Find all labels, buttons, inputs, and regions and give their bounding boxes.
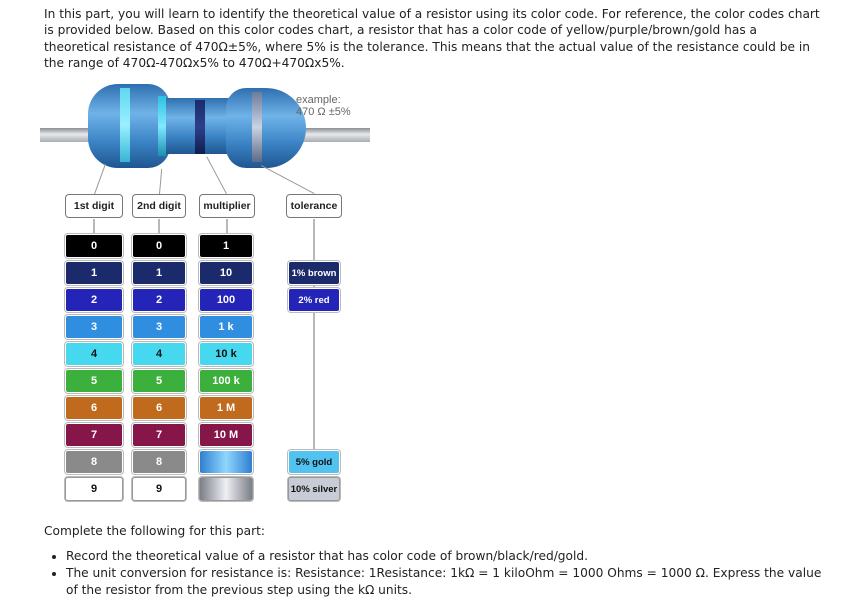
cell-multiplier-red: 100 (199, 288, 253, 312)
cell-tolerance-gray: 5% gold (288, 450, 340, 474)
resistor-band-4 (252, 92, 262, 162)
connector-2 (159, 169, 162, 194)
header-2nd-digit (132, 194, 186, 218)
resistor-band-1 (120, 88, 130, 162)
task-item-1: • Record the theoretical value of a resistor that has color code of brown/black/red/gold. (66, 548, 826, 564)
intro-paragraph: In this part, you will learn to identify the theoretical value of a resistor using its color code. For reference, the color codes chart is provided below. Based on this color codes chart, a resistor that has a color code of yellow/purple/brown/gold has a theoretical resistance of 470Ω±5%, where 5% is the tolerance. This means that the actual value of the resistance could be in the range of 470Ω-470Ωx5% to 470Ω+470Ωx5%. (44, 7, 820, 71)
cell-tolerance-red: 2% red (288, 288, 340, 312)
vline-2 (158, 219, 160, 233)
cell-tolerance-white: 10% silver (288, 477, 340, 501)
example-line-1: example: (296, 94, 341, 106)
cell-digit2-violet: 7 (132, 423, 186, 447)
cell-digit1-black: 0 (65, 234, 123, 258)
header-1st-digit-label: 1st digit (73, 200, 115, 212)
cell-multiplier-white (199, 477, 253, 501)
cell-multiplier-green: 100 k (199, 369, 253, 393)
cell-multiplier-brown: 10 (199, 261, 253, 285)
connector-3 (206, 156, 227, 194)
task-list (44, 548, 826, 599)
cell-digit2-black: 0 (132, 234, 186, 258)
cell-multiplier-yellow: 10 k (199, 342, 253, 366)
vline-1 (93, 219, 95, 233)
cell-multiplier-gray (199, 450, 253, 474)
cell-digit2-orange: 3 (132, 315, 186, 339)
cell-digit2-gray: 8 (132, 450, 186, 474)
cell-digit1-blue: 6 (65, 396, 123, 420)
vline-3 (226, 219, 228, 233)
cell-digit1-white: 9 (65, 477, 123, 501)
resistor-body-right (226, 88, 306, 168)
color-code-chart (40, 84, 380, 514)
cell-digit2-white: 9 (132, 477, 186, 501)
example-label (296, 94, 351, 118)
cell-digit2-red: 2 (132, 288, 186, 312)
cell-digit1-red: 2 (65, 288, 123, 312)
cell-digit1-green: 5 (65, 369, 123, 393)
cell-multiplier-black: 1 (199, 234, 253, 258)
header-1st-digit (65, 194, 123, 218)
vline-4 (313, 219, 315, 449)
resistor-band-3 (195, 100, 205, 154)
cell-digit1-gray: 8 (65, 450, 123, 474)
connector-4 (261, 165, 314, 194)
cell-tolerance-brown: 1% brown (288, 261, 340, 285)
cell-digit1-brown: 1 (65, 261, 123, 285)
resistor-band-2 (158, 96, 166, 156)
cell-digit1-violet: 7 (65, 423, 123, 447)
task-item-2: • The unit conversion for resistance is: Resistance: 1Resistance: 1kΩ = 1 kiloOhm = 1000 Ohms = 1000 Ω. Express the value of the resistor from the previous step using the kΩ units. (66, 565, 826, 598)
header-tolerance (286, 194, 342, 218)
connector-1 (94, 164, 106, 194)
header-tolerance-label: tolerance (290, 200, 338, 212)
header-multiplier-label: multiplier (203, 200, 251, 212)
cell-digit2-brown: 1 (132, 261, 186, 285)
cell-digit2-green: 5 (132, 369, 186, 393)
header-2nd-digit-label: 2nd digit (137, 200, 181, 212)
cell-multiplier-orange: 1 k (199, 315, 253, 339)
header-multiplier (199, 194, 255, 218)
cell-multiplier-blue: 1 M (199, 396, 253, 420)
cell-multiplier-violet: 10 M (199, 423, 253, 447)
cell-digit1-orange: 3 (65, 315, 123, 339)
subheading: Complete the following for this part: (44, 524, 265, 538)
cell-digit1-yellow: 4 (65, 342, 123, 366)
example-line-2: 470 Ω ±5% (296, 106, 351, 118)
cell-digit2-yellow: 4 (132, 342, 186, 366)
cell-digit2-blue: 6 (132, 396, 186, 420)
